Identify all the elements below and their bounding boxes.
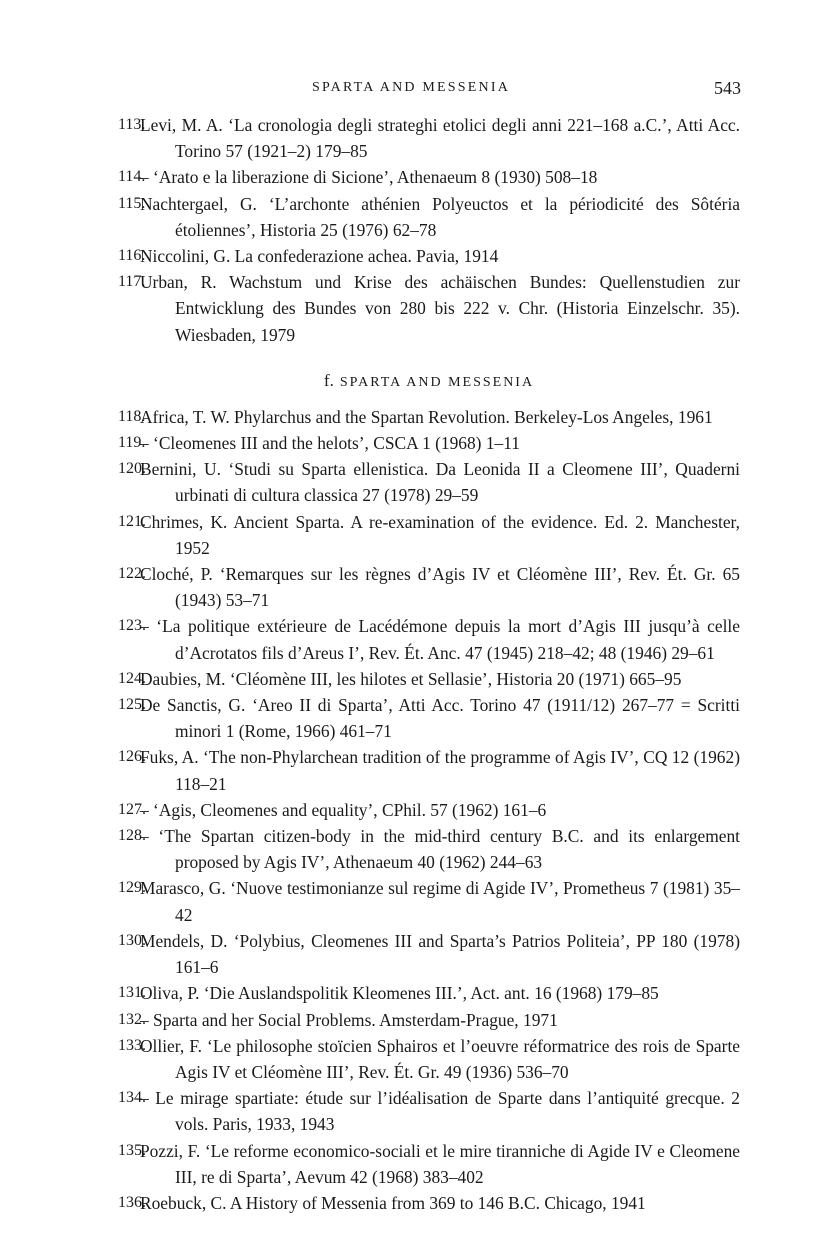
entry-number: 125. — [118, 696, 146, 714]
bibliography-entry — [118, 191, 740, 243]
entry-citation: Urban, R. Wachstum und Krise des achäischen Bundes: Quellenstudien zur Entwicklung des Bundes von 280 bis 222 v. Chr. (Historia Einzelschr. 35). Wiesbaden, 1979 — [140, 272, 740, 345]
entry-number: 135. — [118, 1141, 146, 1159]
section-letter: f. — [323, 370, 334, 390]
bibliography-entry — [118, 980, 740, 1006]
entry-number: 122. — [118, 565, 146, 583]
bibliography-entry — [118, 430, 740, 456]
entry-number: 131. — [118, 984, 146, 1002]
entry-number: 124. — [118, 669, 146, 687]
entry-number: 134. — [118, 1089, 146, 1107]
entry-citation: Marasco, G. ‘Nuove testimonianze sul regime di Agide IV’, Prometheus 7 (1981) 35–42 — [140, 878, 740, 925]
bibliography — [118, 112, 740, 1216]
bibliography-entry — [118, 823, 740, 875]
entry-citation: Chrimes, K. Ancient Sparta. A re-examination of the evidence. Ed. 2. Manchester, 1952 — [140, 511, 740, 558]
entry-number: 114. — [118, 168, 146, 186]
entry-citation: – ‘Arato e la liberazione di Sicione’, Athenaeum 8 (1930) 508–18 — [140, 167, 598, 188]
entry-number: 116. — [118, 247, 146, 265]
entry-number: 130. — [118, 931, 146, 949]
bibliography-entry — [118, 692, 740, 744]
entry-citation: Pozzi, F. ‘Le reforme economico-sociali et le mire tiranniche di Agide IV e Cleomene III, re di Sparta’, Aevum 42 (1968) 383–402 — [140, 1140, 740, 1187]
section-heading — [118, 370, 740, 392]
bibliography-entry — [118, 1085, 740, 1137]
bibliography-entry — [118, 243, 740, 269]
bibliography-entry — [118, 1007, 740, 1033]
bibliography-entry — [118, 744, 740, 796]
bibliography-entry — [118, 404, 740, 430]
entry-number: 121. — [118, 512, 146, 530]
entry-number: 128. — [118, 827, 146, 845]
entry-number: 123. — [118, 617, 146, 635]
bibliography-entry — [118, 666, 740, 692]
running-head-title: SPARTA AND MESSENIA — [311, 80, 511, 95]
entry-citation: – Sparta and her Social Problems. Amsterdam-Prague, 1971 — [140, 1009, 558, 1030]
entry-number: 117. — [118, 273, 146, 291]
entry-citation: Cloché, P. ‘Remarques sur les règnes d’Agis IV et Cléomène III’, Rev. Ét. Gr. 65 (1943) 53–71 — [140, 564, 740, 611]
entry-number: 127. — [118, 800, 146, 818]
entry-number: 113. — [118, 116, 146, 133]
bibliography-entry — [118, 875, 740, 927]
entry-number: 133. — [118, 1036, 146, 1054]
entry-number: 120. — [118, 460, 146, 478]
section-title: SPARTA AND MESSENIA — [339, 374, 535, 390]
entry-citation: – ‘The Spartan citizen-body in the mid-third century B.C. and its enlargement proposed by Agis IV’, Athenaeum 40 (1962) 244–63 — [140, 826, 740, 873]
bibliography-entry — [118, 1138, 740, 1190]
bibliography-entry — [118, 797, 740, 823]
bibliography-entry — [118, 112, 740, 164]
entry-number: 118. — [118, 407, 146, 425]
entry-citation: Oliva, P. ‘Die Auslandspolitik Kleomenes III.’, Act. ant. 16 (1968) 179–85 — [140, 983, 659, 1004]
entry-citation: – ‘La politique extérieure de Lacédémone depuis la mort d’Agis III jusqu’à celle d’Acrotatos fils d’Areus I’, Rev. Ét. Anc. 47 (1945) 218–42; 48 (1946) 29–61 — [140, 616, 740, 663]
entry-citation: Daubies, M. ‘Cléomène III, les hilotes et Sellasie’, Historia 20 (1971) 665–95 — [140, 668, 682, 689]
bibliography-entry — [118, 613, 740, 665]
entry-citation: Africa, T. W. Phylarchus and the Spartan Revolution. Berkeley-Los Angeles, 1961 — [140, 406, 713, 427]
entry-citation: De Sanctis, G. ‘Areo II di Sparta’, Atti Acc. Torino 47 (1911/12) 267–77 = Scritti minori 1 (Rome, 1966) 461–71 — [140, 695, 740, 742]
entry-citation: Fuks, A. ‘The non-Phylarchean tradition of the programme of Agis IV’, CQ 12 (1962) 118–21 — [140, 747, 740, 794]
bibliography-entry — [118, 509, 740, 561]
bibliography-entry — [118, 456, 740, 508]
bibliography-entry — [118, 1033, 740, 1085]
entry-citation: Roebuck, C. A History of Messenia from 369 to 146 B.C. Chicago, 1941 — [140, 1192, 646, 1213]
entry-citation: Niccolini, G. La confederazione achea. Pavia, 1914 — [140, 246, 499, 267]
entry-number: 115. — [118, 194, 146, 212]
entry-citation: – ‘Agis, Cleomenes and equality’, CPhil. 57 (1962) 161–6 — [140, 799, 547, 820]
bibliography-entry — [118, 269, 740, 348]
entry-number: 119. — [118, 434, 146, 452]
bibliography-entry — [118, 561, 740, 613]
entry-citation: Mendels, D. ‘Polybius, Cleomenes III and Sparta’s Patrios Politeia’, PP 180 (1978) 161–6 — [140, 930, 740, 978]
entry-number: 126. — [118, 748, 146, 766]
bibliography-list-preceding — [118, 112, 740, 348]
running-head — [0, 78, 822, 102]
entry-number: 132. — [118, 1010, 146, 1028]
entry-number: 136. — [118, 1193, 146, 1211]
bibliography-entry — [118, 164, 740, 190]
entry-citation: Nachtergael, G. ‘L’archonte athénien Polyeuctos et la périodicité des Sôtéria étoliennes’, Historia 25 (1976) 62–78 — [140, 193, 740, 240]
entry-citation: – ‘Cleomenes III and the helots’, CSCA 1 (1968) 1–11 — [140, 433, 520, 454]
page-number: 543 — [714, 78, 741, 98]
bibliography-list-section-f — [118, 404, 740, 1216]
bibliography-entry — [118, 928, 740, 980]
entry-citation: – Le mirage spartiate: étude sur l’idéalisation de Sparte dans l’antiquité grecque. 2 vols. Paris, 1933, 1943 — [140, 1088, 740, 1135]
entry-citation: Bernini, U. ‘Studi su Sparta ellenistica. Da Leonida II a Cleomene III’, Quaderni urbinati di cultura classica 27 (1978) 29–59 — [140, 459, 740, 506]
entry-citation: Levi, M. A. ‘La cronologia degli strateghi etolici degli anni 221–168 a.C.’, Atti Acc. Torino 57 (1921–2) 179–85 — [140, 115, 740, 162]
entry-number: 129. — [118, 879, 146, 897]
entry-citation: Ollier, F. ‘Le philosophe stoïcien Sphairos et l’oeuvre réformatrice des rois de Sparte Agis IV et Cléomène III’, Rev. Ét. Gr. 49 (1936) 536–70 — [140, 1035, 740, 1082]
bibliography-entry — [118, 1190, 740, 1216]
